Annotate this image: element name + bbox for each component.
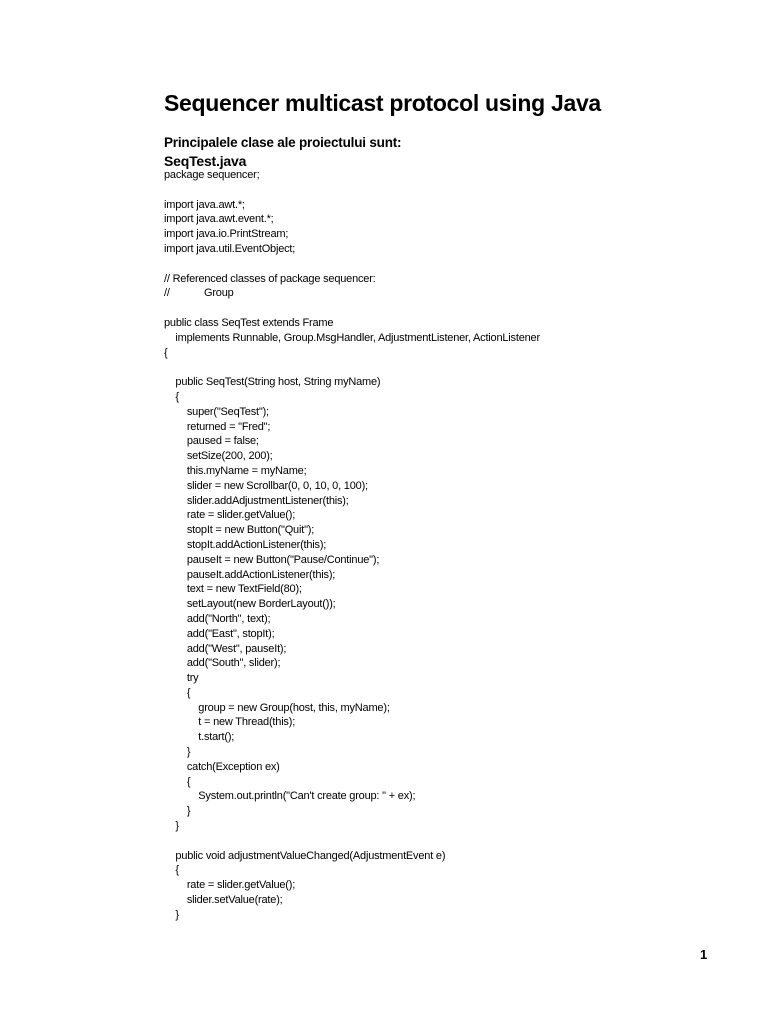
code-line: }	[164, 805, 191, 818]
code-line	[164, 257, 744, 272]
code-line: System.out.println("Can't create group: " + ex);	[164, 790, 416, 803]
code-line	[164, 360, 744, 375]
code-line	[164, 834, 744, 849]
code-line: t = new Thread(this);	[164, 716, 296, 729]
code-block	[164, 168, 744, 923]
code-line: slider.setValue(rate);	[164, 894, 283, 907]
code-line: stopIt.addActionListener(this);	[164, 538, 327, 551]
code-line: add("West", pauseIt);	[164, 642, 287, 655]
code-line: public SeqTest(String host, String myName)	[164, 376, 381, 389]
code-line: {	[164, 390, 179, 403]
code-line: this.myName = myName;	[164, 464, 307, 477]
code-line	[164, 301, 744, 316]
code-line: group = new Group(host, this, myName);	[164, 701, 390, 714]
code-line: add("East", stopIt);	[164, 627, 275, 640]
file-heading: SeqTest.java	[164, 153, 247, 169]
code-line: text = new TextField(80);	[164, 583, 302, 596]
code-line: {	[164, 346, 168, 359]
code-line: public void adjustmentValueChanged(AdjustmentEvent e)	[164, 849, 446, 862]
page-number: 1	[700, 947, 708, 962]
code-line: catch(Exception ex)	[164, 760, 280, 773]
code-line: // Referenced classes of package sequencer:	[164, 272, 376, 285]
code-line: public class SeqTest extends Frame	[164, 316, 334, 329]
code-line: try	[164, 672, 199, 685]
code-line: import java.awt.event.*;	[164, 213, 274, 226]
code-line: }	[164, 908, 179, 921]
code-line: slider.addAdjustmentListener(this);	[164, 494, 349, 507]
code-line: {	[164, 864, 179, 877]
code-line: rate = slider.getValue();	[164, 879, 296, 892]
code-line: // Group	[164, 287, 234, 300]
code-line: add("South", slider);	[164, 657, 281, 670]
code-line: returned = "Fred";	[164, 420, 271, 433]
code-line: pauseIt = new Button("Pause/Continue");	[164, 553, 380, 566]
code-line: pauseIt.addActionListener(this);	[164, 568, 336, 581]
code-line: slider = new Scrollbar(0, 0, 10, 0, 100);	[164, 479, 368, 492]
section-intro: Principalele clase ale proiectului sunt:	[164, 135, 402, 150]
code-line: {	[164, 686, 191, 699]
code-line	[164, 183, 744, 198]
code-line: }	[164, 820, 179, 833]
code-line: implements Runnable, Group.MsgHandler, AdjustmentListener, ActionListener	[164, 331, 540, 344]
code-line: package sequencer;	[164, 169, 260, 181]
code-line: add("North", text);	[164, 612, 271, 625]
code-line: import java.util.EventObject;	[164, 242, 296, 255]
document-title: Sequencer multicast protocol using Java	[164, 90, 601, 116]
code-line: paused = false;	[164, 435, 259, 448]
code-line: {	[164, 775, 191, 788]
code-line: super("SeqTest");	[164, 405, 269, 418]
code-line: }	[164, 746, 191, 759]
code-line: rate = slider.getValue();	[164, 509, 296, 522]
code-line: setSize(200, 200);	[164, 450, 273, 463]
code-line: t.start();	[164, 731, 235, 744]
code-line: import java.awt.*;	[164, 198, 245, 211]
code-line: stopIt = new Button("Quit");	[164, 524, 315, 537]
code-line: setLayout(new BorderLayout());	[164, 598, 336, 611]
code-line: import java.io.PrintStream;	[164, 228, 289, 241]
